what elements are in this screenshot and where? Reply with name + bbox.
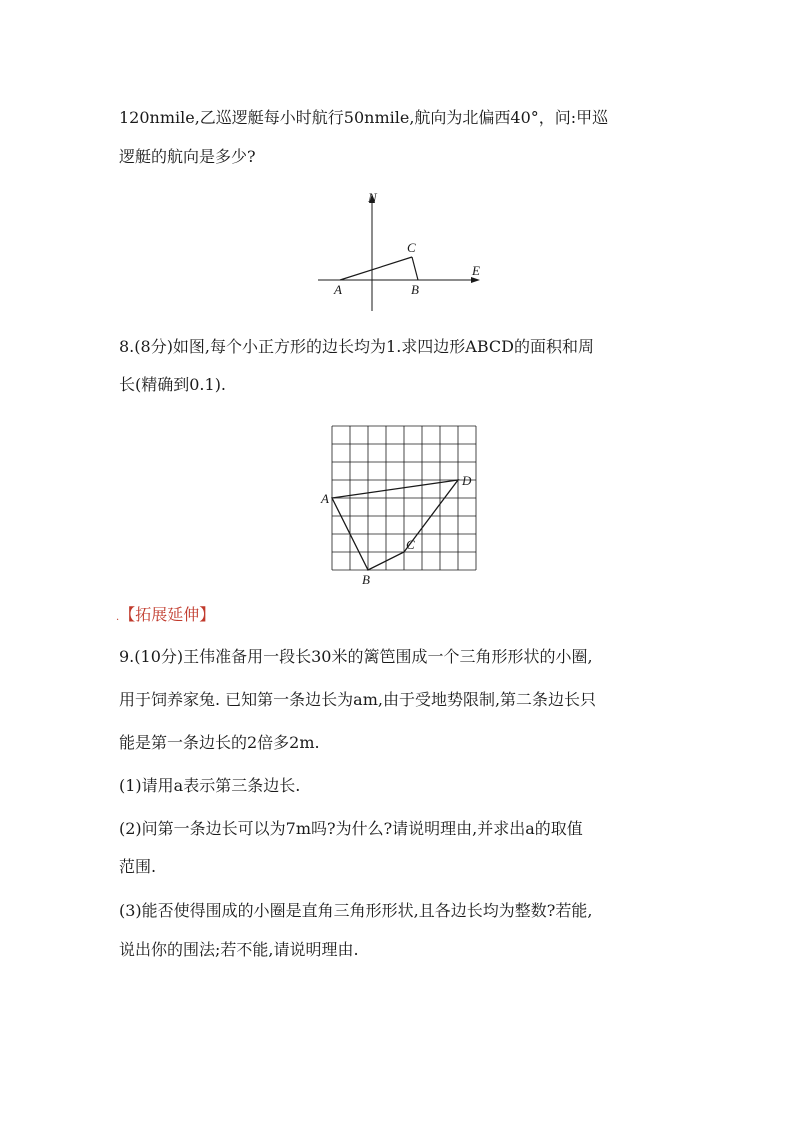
label-c: C: [406, 537, 415, 552]
problem8-text-line2: 长(精确到0.1).: [119, 375, 227, 394]
section-marker: .: [116, 612, 120, 623]
segment-cb: [412, 257, 418, 280]
problem7-text-line1: 120nmile,乙巡逻艇每小时航行50nmile,航向为北偏西40°，问:甲巡: [119, 108, 609, 127]
label-b: B: [362, 572, 370, 586]
quadrilateral-abcd: [332, 480, 458, 570]
label-n: N: [368, 190, 377, 205]
problem9-line-4: (1)请用a表示第三条边长.: [119, 776, 301, 795]
section-title: 【拓展延伸】: [119, 605, 216, 624]
problem9-line-6: 范围.: [119, 857, 157, 876]
label-c: C: [407, 240, 416, 255]
problem7-figure: [310, 186, 495, 316]
problem9-line-2: 用于饲养家兔. 已知第一条边长为am,由于受地势限制,第二条边长只: [119, 690, 597, 709]
problem8-grid-figure: [314, 420, 480, 586]
section-header: [116, 604, 215, 629]
problem9-line-1: 9.(10分)王伟准备用一段长30米的篱笆围成一个三角形形状的小圈,: [119, 647, 593, 666]
problem8-text-line1: 8.(8分)如图,每个小正方形的边长均为1.求四边形ABCD的面积和周: [119, 337, 594, 356]
label-a: A: [334, 282, 342, 297]
problem9-line-5: (2)问第一条边长可以为7m吗?为什么?请说明理由,并求出a的取值: [119, 819, 583, 838]
problem9-line-7: (3)能否使得围成的小圈是直角三角形形状,且各边长均为整数?若能,: [119, 901, 593, 920]
problem9-line-3: 能是第一条边长的2倍多2m.: [119, 733, 320, 752]
grid-lines: [332, 426, 476, 570]
label-b: B: [411, 282, 419, 297]
segment-ac: [340, 257, 412, 280]
problem7-text-line2: 逻艇的航向是多少?: [119, 147, 256, 166]
problem9-line-8: 说出你的围法;若不能,请说明理由.: [119, 940, 359, 959]
label-d: D: [462, 473, 472, 488]
label-e: E: [472, 263, 480, 278]
label-a: A: [321, 491, 329, 506]
